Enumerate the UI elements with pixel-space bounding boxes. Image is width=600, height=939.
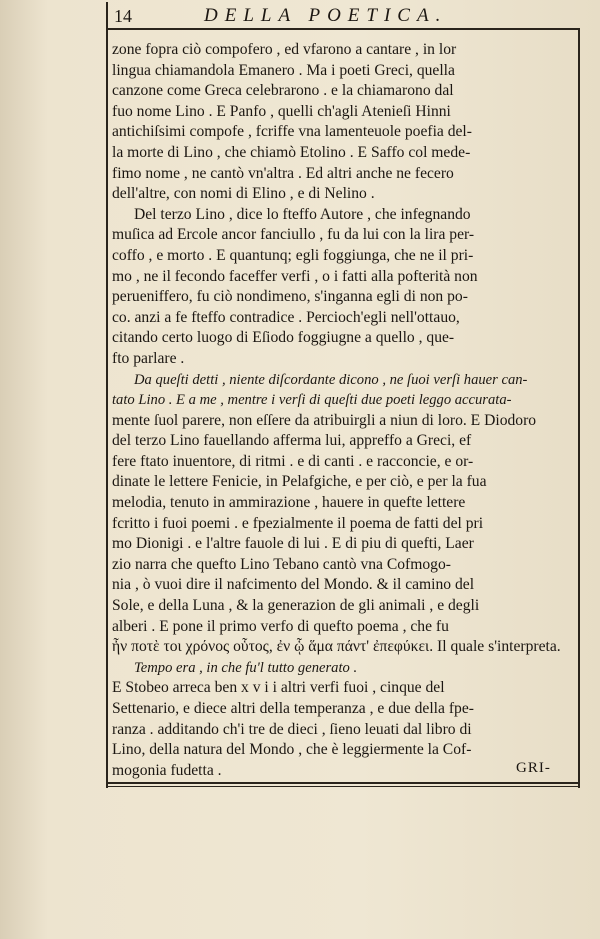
text-line: mo , ne il fecondo faceffer verfi , o i fatti alla pofterità non	[112, 267, 478, 285]
text-line: perueniffero, fu ciò nondimeno, s'inganna egli di non po-	[112, 288, 468, 306]
text-line: Settenario, e diece altri della temperanza , e due della fpe-	[112, 700, 474, 717]
frame-rule-top	[106, 28, 580, 30]
text-line: fuo nome Lino . E Panfo , quelli ch'agli Atenieſi Hinni	[112, 102, 451, 120]
text-line: dinate le lettere Fenicie, in Pelafgiche, e per ciò, e per la fua	[112, 473, 487, 491]
frame-rule-right	[578, 28, 580, 788]
text-line: lingua chiamandola Emanero . Ma i poeti Greci, quella	[112, 61, 455, 79]
text-line: mente ſuol parere, non eſſere da atribuirgli a niun di loro. E Diodoro	[112, 411, 537, 429]
catchword: GRI-	[516, 760, 551, 776]
text-line: mogonia fudetta .	[112, 761, 222, 779]
text-line: fere ftato inuentore, di ritmi . e di canti . e racconcie, e or-	[112, 452, 474, 470]
text-line: co. anzi a fe fteffo contradice . Percioch'egli nell'ottauo,	[112, 308, 460, 326]
text-line: Lino, della natura del Mondo , che è leggiermente la Cof-	[112, 741, 472, 759]
text-line: Sole, e della Luna , & la generazion de gli animali , e degli	[112, 597, 480, 615]
page-number: 14	[114, 6, 132, 26]
text-line: zone fopra ciò compofero , ed vfarono a cantare , in lor	[112, 41, 457, 58]
body-text	[112, 40, 578, 781]
text-line: ἦν ποτὲ τοι χρόνος οὗτος, ἐν ᾧ ἅμα πάντ' ἐπεφύκει. Il quale s'interpreta.	[112, 638, 561, 656]
frame-rule-left	[106, 2, 108, 788]
text-line: canzone come Greca celebrarono . e la chiamarono dal	[112, 82, 454, 100]
text-line: fcritto i fuoi poemi . e fpezialmente il poema de fatti del pri	[112, 514, 484, 532]
text-line: alberi . E pone il primo verfo di quefto poema , che fu	[112, 617, 449, 635]
text-line: fimo nome , ne cantò vn'altra . Ed altri anche ne fecero	[112, 164, 454, 182]
text-line: muſica ad Ercole ancor fanciullo , fu da lui con la lira per-	[112, 226, 475, 244]
text-line: fto parlare .	[112, 349, 185, 367]
text-line: Da queſti detti , niente diſcordante dicono , ne ſuoi verſi hauer can-	[134, 371, 528, 388]
text-line: zio narra che quefto Lino Tebano cantò vna Cofmogo-	[112, 555, 451, 573]
text-line: la morte di Lino , che chiamò Etolino . E Saffo col mede-	[112, 143, 471, 161]
text-line: Del terzo Lino , dice lo fteffo Autore , che infegnando	[134, 205, 471, 223]
text-line: E Stobeo arreca ben x v i i altri verfi fuoi , cinque del	[112, 679, 445, 697]
running-head: DELLA POETICA.	[204, 5, 448, 26]
text-line: citando certo luogo di Eſiodo foggiugne a quello , que-	[112, 329, 455, 347]
text-line: mo Dionigi . e l'altre fauole di lui . E di piu di quefti, Laer	[112, 535, 474, 553]
text-line: melodia, tenuto in ammirazione , hauere in quefte lettere	[112, 494, 466, 512]
text-line: del terzo Lino fauellando afferma lui, appreffo a Greci, ef	[112, 432, 472, 450]
text-line: Tempo era , in che fu'l tutto generato .	[134, 659, 358, 676]
text-line: nia , ò vuoi dire il nafcimento del Mondo. & il camino del	[112, 576, 475, 594]
text-line: dell'altre, con nomi di Elino , e di Nelino .	[112, 185, 375, 203]
frame-rule-bottom-inner	[106, 786, 580, 787]
text-line: antichiſsimi compofe , fcriffe vna lamenteuole poefia del-	[112, 123, 472, 141]
text-line: ranza . additando ch'i tre de dieci , ſieno leuati dal libro di	[112, 720, 472, 738]
page-header	[106, 4, 582, 30]
text-line: tato Lino . E a me , mentre i verſi di queſti due poeti leggo accurata-	[112, 392, 512, 409]
text-line: coffo , e morto . E quantunq; egli foggiunga, che ne il pri-	[112, 246, 474, 264]
frame-rule-bottom	[106, 782, 580, 784]
